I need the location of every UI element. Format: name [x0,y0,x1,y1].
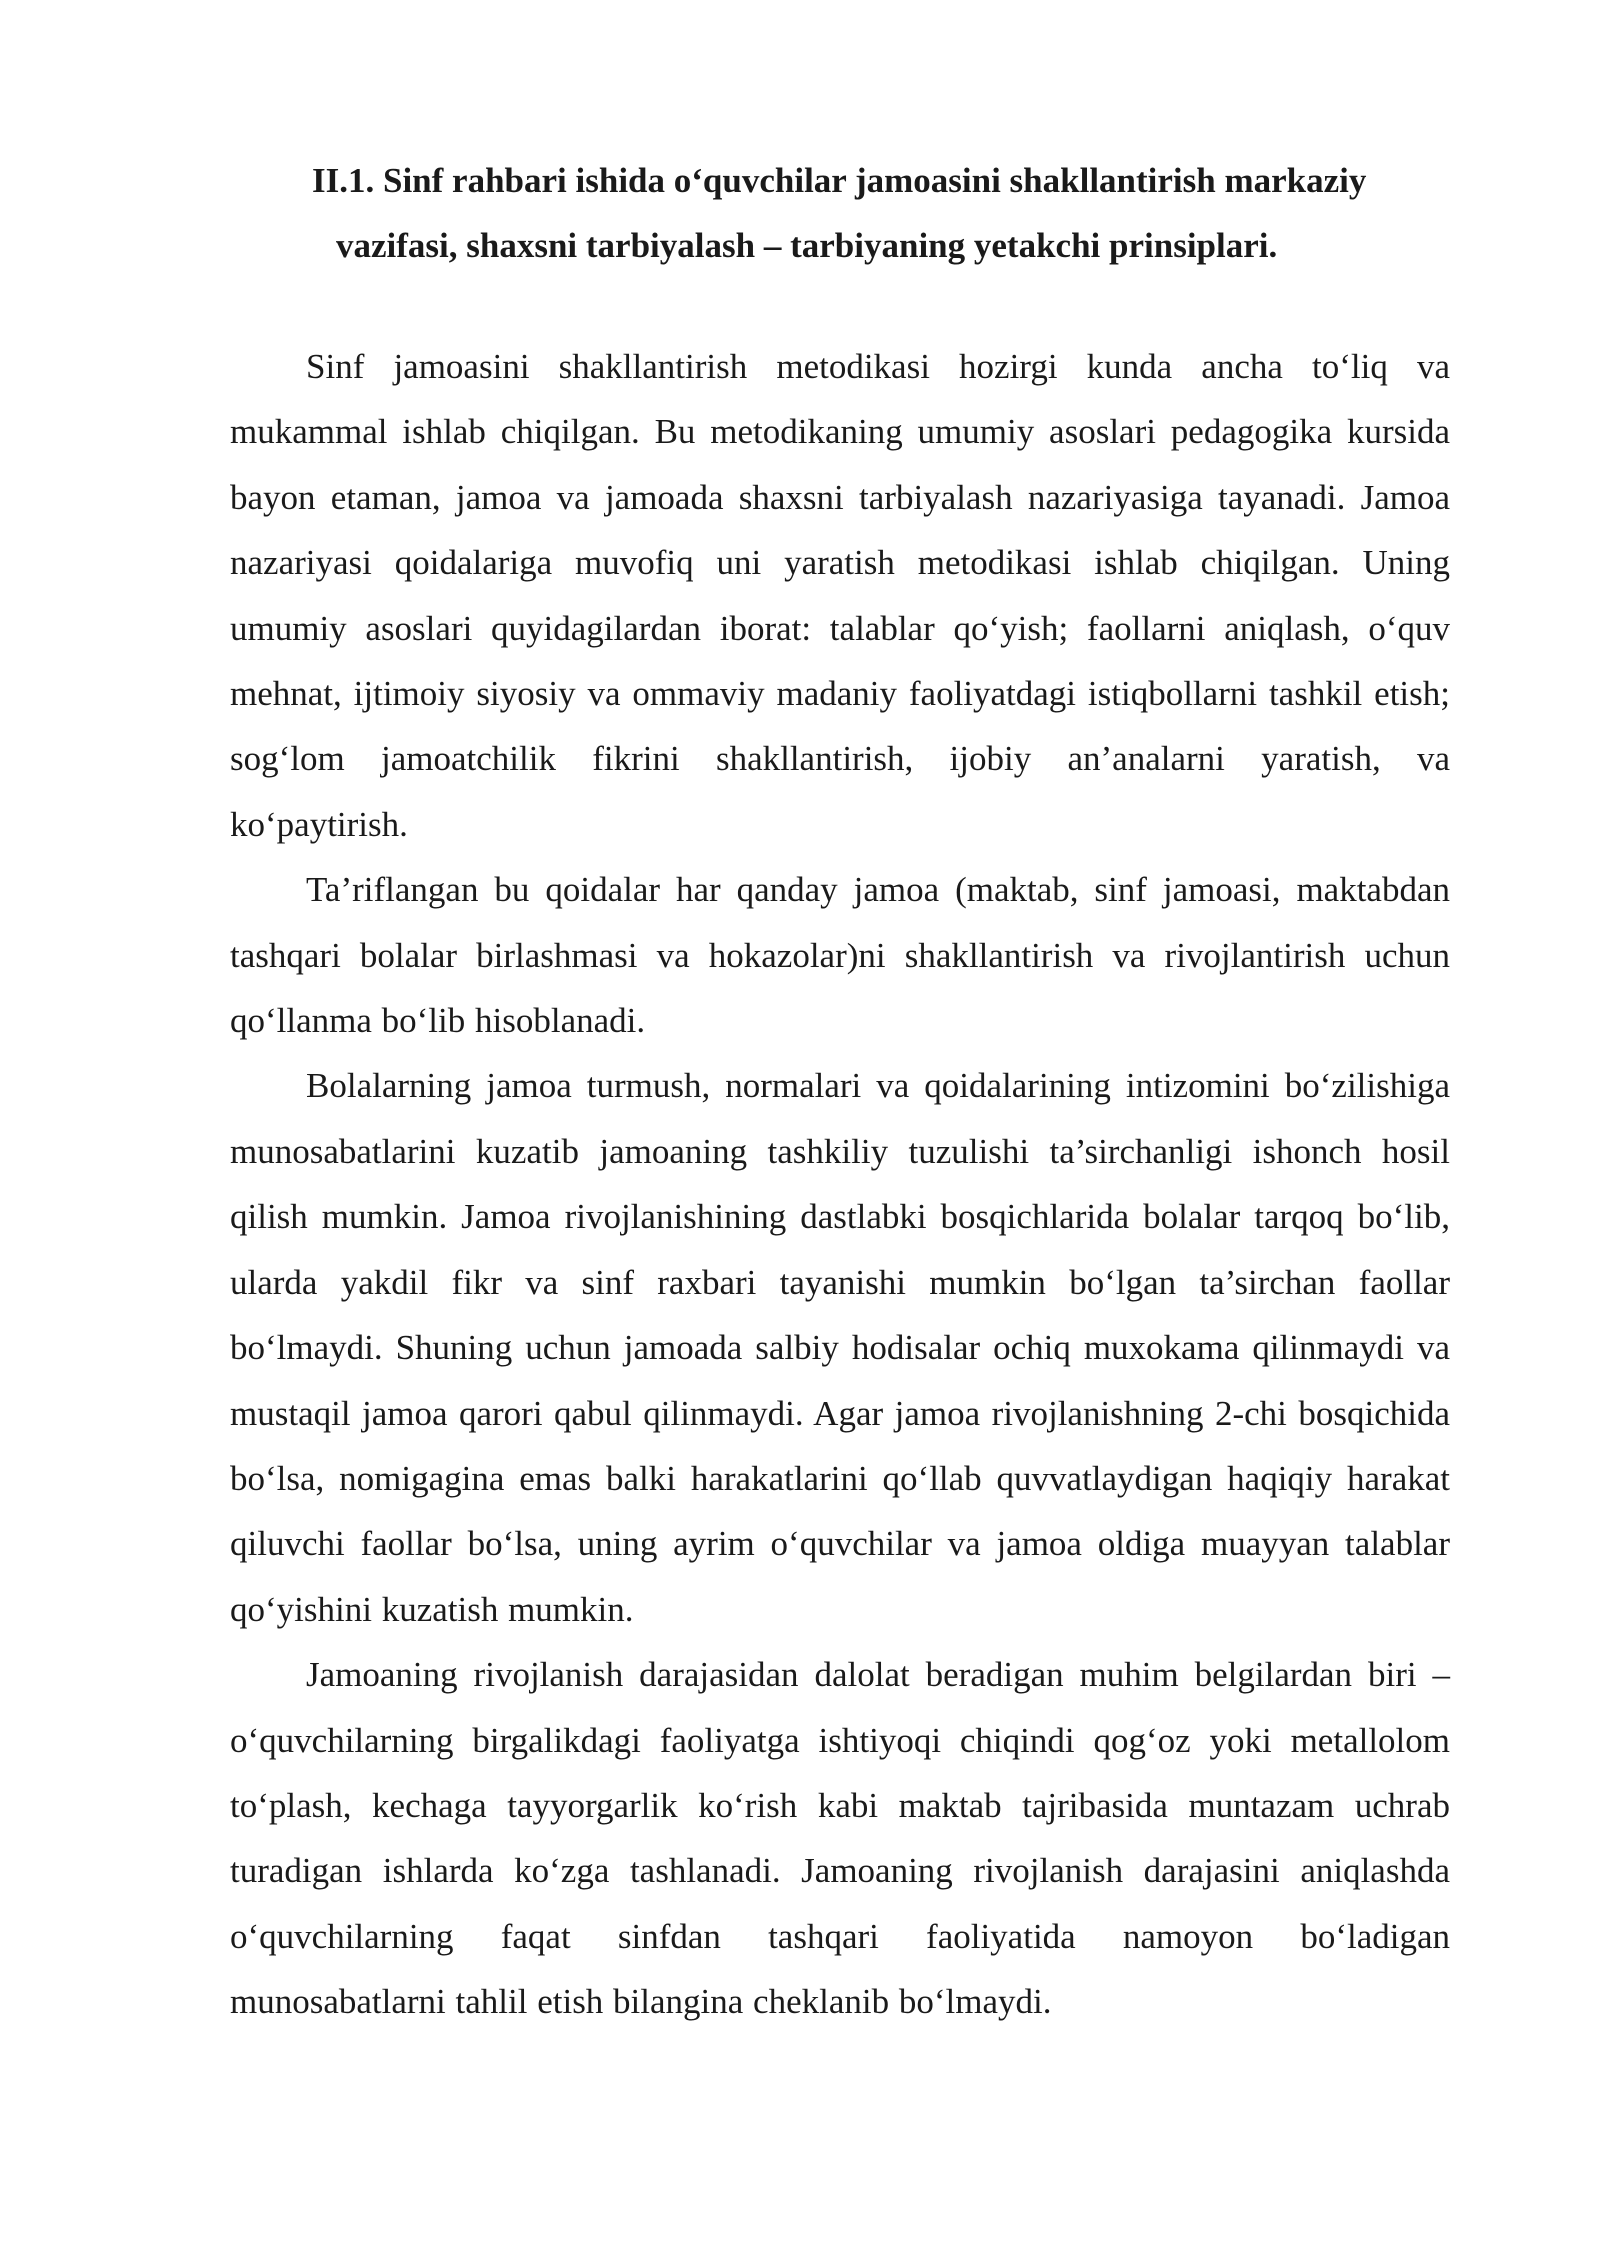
paragraph-1: Sinf jamoasini shakllantirish metodikasi hozirgi kunda ancha to‘liq va mukammal ishlab chiqilgan. Bu metodikaning umumiy asoslari pedagogika kursida bayon etaman, jamoa va jamoada shaxsni tarbiyalash nazariyasiga tayanadi. Jamoa nazariyasi qoidalariga muvofiq uni yaratish metodikasi ishlab chiqilgan. Uning umumiy asoslari quyidagilardan iborat: talablar qo‘yish; faollarni aniqlash, o‘quv mehnat, ijtimoiy siyosiy va ommaviy madaniy faoliyatdagi istiqbollarni tashkil etish; sog‘lom jamoatchilik fikrini shakllantirish, ijobiy an’analarni yaratish, va ko‘paytirish. [230,347,1450,844]
paragraph-4: Jamoaning rivojlanish darajasidan dalolat beradigan muhim belgilardan biri – o‘quvchilarning birgalikdagi faoliyatga ishtiyoqi chiqindi qog‘oz yoki metallolom to‘plash, kechaga tayyorgarlik ko‘rish kabi maktab tajribasida muntazam uchrab turadigan ishlarda ko‘zga tashlanadi. Jamoaning rivojlanish darajasini aniqlashda o‘quvchilarning faqat sinfdan tashqari faoliyatida namoyon bo‘ladigan munosabatlarni tahlil etish bilangina cheklanib bo‘lmaydi. [230,1655,1450,2022]
heading-line-2: vazifasi, shaxsni tarbiyalash – tarbiyaning yetakchi prinsiplari. [336,226,1278,265]
section-heading [230,148,1450,278]
document-page [230,148,1450,2035]
paragraph-2: Ta’riflangan bu qoidalar har qanday jamoa (maktab, sinf jamoasi, maktabdan tashqari bolalar birlashmasi va hokazolar)ni shakllantirish va rivojlantirish uchun qo‘llanma bo‘lib hisoblanadi. [230,870,1450,1041]
paragraph-3: Bolalarning jamoa turmush, normalari va qoidalarining intizomini bo‘zilishiga munosabatlarini kuzatib jamoaning tashkiliy tuzulishi ta’sirchanligi ishonch hosil qilish mumkin. Jamoa rivojlanishining dastlabki bosqichlarida bolalar tarqoq bo‘lib, ularda yakdil fikr va sinf raxbari tayanishi mumkin bo‘lgan ta’sirchan faollar bo‘lmaydi. Shuning uchun jamoada salbiy hodisalar ochiq muxokama qilinmaydi va mustaqil jamoa qarori qabul qilinmaydi. Agar jamoa rivojlanishning 2-chi bosqichida bo‘lsa, nomigagina emas balki harakatlarini qo‘llab quvvatlaydigan haqiqiy harakat qiluvchi faollar bo‘lsa, uning ayrim o‘quvchilar va jamoa oldiga muayyan talablar qo‘yishini kuzatish mumkin. [230,1066,1450,1629]
heading-line-1: II.1. Sinf rahbari ishida o‘quvchilar jamoasini shakllantirish markaziy [312,161,1367,200]
